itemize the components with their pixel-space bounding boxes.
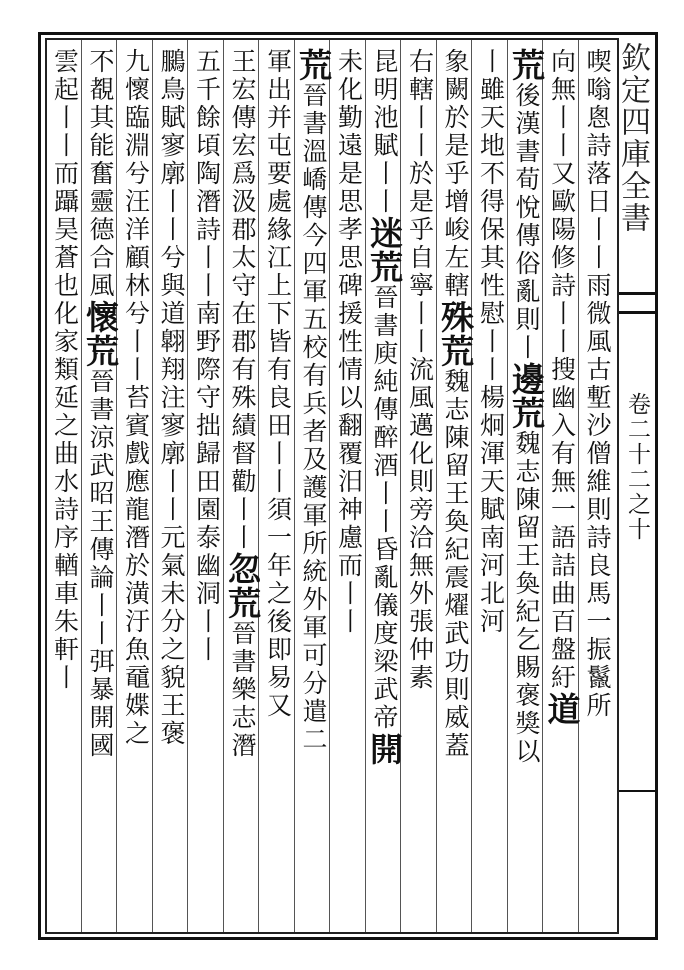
heading-term: 荒	[507, 48, 546, 82]
text-column	[262, 48, 292, 928]
inner-border-top	[45, 38, 617, 40]
text-column	[191, 48, 221, 928]
text-segment: 不覩其能奮靈德合風	[86, 48, 115, 300]
column-rule	[578, 40, 579, 932]
column-rule	[542, 40, 543, 932]
heading-term: 道	[542, 692, 582, 726]
text-segment: 九懷臨淵兮汪洋顧林兮丨丨苔賓戲應龍潛於潢汙魚黿媟之	[121, 48, 151, 748]
text-column	[507, 48, 546, 928]
center-fold-mark	[619, 790, 657, 792]
text-column	[404, 48, 434, 928]
text-segment: 象闕於是乎增峻左轄	[441, 48, 470, 300]
text-segment: 晉書溫嶠傳今四軍五校有兵者及護軍所統外軍可分遣二	[299, 82, 328, 754]
text-column	[155, 48, 185, 928]
heading-term: 開	[365, 732, 404, 766]
text-column	[294, 48, 333, 928]
book-title: 欽定四庫全書	[615, 42, 650, 234]
text-segment: 王宏傳宏爲汲郡太守在郡有殊績督勸丨丨	[228, 48, 257, 552]
text-segment: 軍出并屯要處緣江上下皆有良田丨丨須一年之後即易又	[263, 48, 293, 720]
column-rule	[294, 40, 295, 932]
text-segment: 晉書涼武昭王傳論丨丨弭暴開國	[86, 368, 115, 760]
text-segment: 昆明池賦丨丨	[370, 48, 399, 216]
text-column	[223, 48, 262, 928]
heading-term: 邊荒	[507, 362, 546, 430]
column-rule	[223, 40, 224, 932]
text-column	[365, 48, 404, 928]
heading-term: 荒	[294, 48, 333, 82]
column-rule	[436, 40, 437, 932]
inner-border-bottom	[45, 932, 617, 934]
juan-label: 卷二十二之十	[624, 392, 650, 542]
text-segment: 晉書庾純傳醉酒丨丨昏亂儀度梁武帝	[370, 284, 399, 732]
heading-term: 懷荒	[81, 300, 120, 368]
text-segment: 五千餘頃陶潛詩丨丨南野際守拙歸田園泰幽洞丨丨	[192, 48, 222, 664]
column-rule	[152, 40, 153, 932]
text-segment: 晉書樂志潛	[228, 620, 257, 760]
text-segment: 丨雖天地不得保其性慰丨丨楊炯渾天賦南河北河	[476, 48, 506, 636]
text-segment: 右轄丨丨於是乎自寧丨丨流風邁化則旁洽無外張仲素	[405, 48, 435, 692]
heading-term: 忽荒	[223, 552, 262, 620]
text-column	[120, 48, 150, 928]
column-rule	[507, 40, 508, 932]
text-segment: 後漢書荀悅傳俗亂則丨	[512, 82, 541, 362]
text-segment: 喫嗡悤詩落日丨丨雨微風古塹沙僧維則詩良馬一振鬣所	[583, 48, 612, 720]
column-rule	[258, 40, 259, 932]
column-rule	[365, 40, 366, 932]
heading-term: 殊荒	[436, 300, 475, 368]
text-segment: 魏志陳留王奐紀乞賜褒獎以	[512, 430, 541, 766]
text-column	[542, 48, 582, 928]
text-column	[333, 48, 363, 928]
column-rule	[187, 40, 188, 932]
text-column	[581, 48, 611, 928]
heading-term: 迷荒	[365, 216, 404, 284]
text-segment: 魏志陳留王奐紀震燿武功則威蓋	[441, 368, 470, 760]
text-segment: 向無丨丨又歐陽修詩丨丨搜幽入有無一語詰曲百盤紆	[547, 48, 577, 692]
column-rule	[329, 40, 330, 932]
inner-border-left	[45, 38, 47, 934]
text-column	[475, 48, 505, 928]
text-segment: 鵩鳥賦寥廓丨丨兮與道翺翔注寥廓丨丨元氣未分之貌王褒	[157, 48, 186, 748]
column-rule	[116, 40, 117, 932]
text-column	[436, 48, 475, 928]
text-segment: 未化勤遠是思孝思碑援性情以翻覆汨神慮而丨丨	[334, 48, 364, 636]
column-rule	[81, 40, 82, 932]
column-rule	[471, 40, 472, 932]
fishtail-mark	[619, 292, 657, 314]
column-rule	[400, 40, 401, 932]
text-column	[49, 48, 79, 928]
text-column	[81, 48, 120, 928]
text-segment: 雲起丨丨而躡昊蒼也化家類延之曲水詩序輶車朱軒丨	[50, 48, 80, 692]
